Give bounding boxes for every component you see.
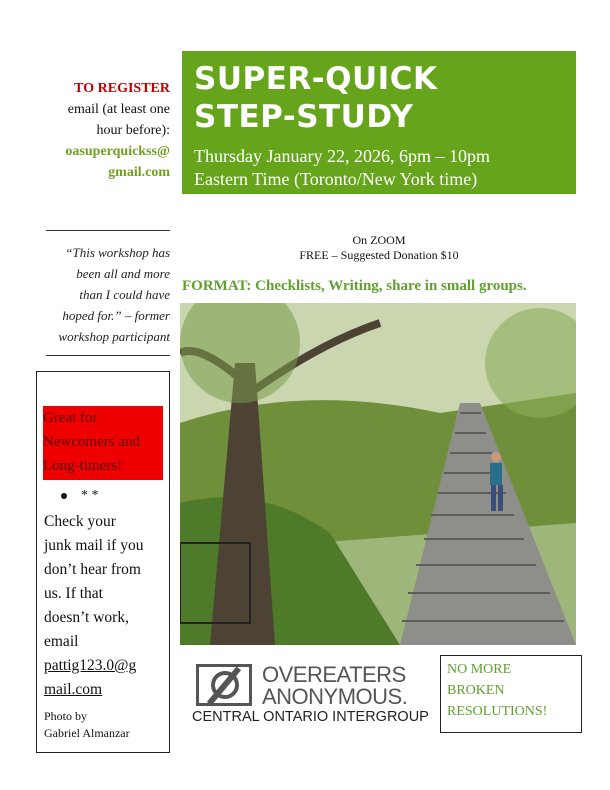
event-title-line-1: SUPER-QUICK <box>194 61 438 97</box>
banner-line: Long-timers! <box>43 458 123 474</box>
register-heading: TO REGISTER <box>74 81 170 96</box>
oa-logo <box>190 660 430 730</box>
junk-mail-note <box>44 510 168 702</box>
quote-line: hoped for.” – former <box>62 308 170 323</box>
callout-line: BROKEN <box>447 683 505 698</box>
credit-line: Photo by <box>44 709 88 723</box>
event-timezone: Eastern Time (Toronto/New York time) <box>194 169 478 189</box>
event-title-line-2: STEP-STUDY <box>194 99 414 135</box>
quote-line: workshop participant <box>58 329 170 344</box>
event-details <box>182 233 576 263</box>
note-line: don’t hear from <box>44 561 141 578</box>
quote-line: been all and more <box>76 266 170 281</box>
bullet-row <box>61 488 99 504</box>
banner-line: Newcomers and <box>43 434 141 450</box>
event-header <box>182 51 576 194</box>
note-line: Check your <box>44 513 116 530</box>
bullet-icon <box>61 493 67 499</box>
divider-bottom <box>46 355 170 356</box>
register-email-1[interactable]: oasuperquickss@ <box>65 144 170 159</box>
info-box <box>36 371 170 753</box>
event-datetime <box>194 145 490 191</box>
divider-top <box>46 230 170 231</box>
oa-mark-icon <box>196 664 252 706</box>
asterisks: * * <box>81 488 99 503</box>
quote-line: “This workshop has <box>65 245 170 260</box>
callout-line: NO MORE <box>447 662 512 677</box>
donation-label: FREE – Suggested Donation $10 <box>299 248 459 262</box>
note-line: doesn’t work, <box>44 609 129 626</box>
register-email-2[interactable]: gmail.com <box>108 165 170 180</box>
register-line-1: email (at least one <box>67 102 170 117</box>
register-block <box>20 78 170 183</box>
credit-line: Gabriel Almanzar <box>44 726 130 740</box>
zoom-label: On ZOOM <box>352 233 406 247</box>
testimonial-quote <box>30 242 170 347</box>
logo-text-line-1: OVEREATERS <box>262 662 406 687</box>
contact-email-link[interactable]: pattig123.0@g <box>44 657 137 674</box>
intergroup-name: CENTRAL ONTARIO INTERGROUP <box>192 709 429 725</box>
photo-credit <box>44 708 168 742</box>
note-line: email <box>44 633 79 650</box>
register-line-2: hour before): <box>96 123 170 138</box>
contact-email-link[interactable]: mail.com <box>44 681 103 698</box>
stairs-photo <box>180 303 576 645</box>
resolutions-callout <box>440 655 582 733</box>
banner-line: Great for <box>43 410 98 426</box>
event-date: Thursday January 22, 2026, 6pm – 10pm <box>194 146 490 166</box>
quote-line: than I could have <box>79 287 170 302</box>
logo-text-line-2: ANONYMOUS. <box>262 684 408 709</box>
format-line: FORMAT: Checklists, Writing, share in small groups. <box>182 278 527 294</box>
note-line: us. If that <box>44 585 103 602</box>
note-line: junk mail if you <box>44 537 144 554</box>
newcomers-banner <box>43 406 163 480</box>
callout-line: RESOLUTIONS! <box>447 704 548 719</box>
